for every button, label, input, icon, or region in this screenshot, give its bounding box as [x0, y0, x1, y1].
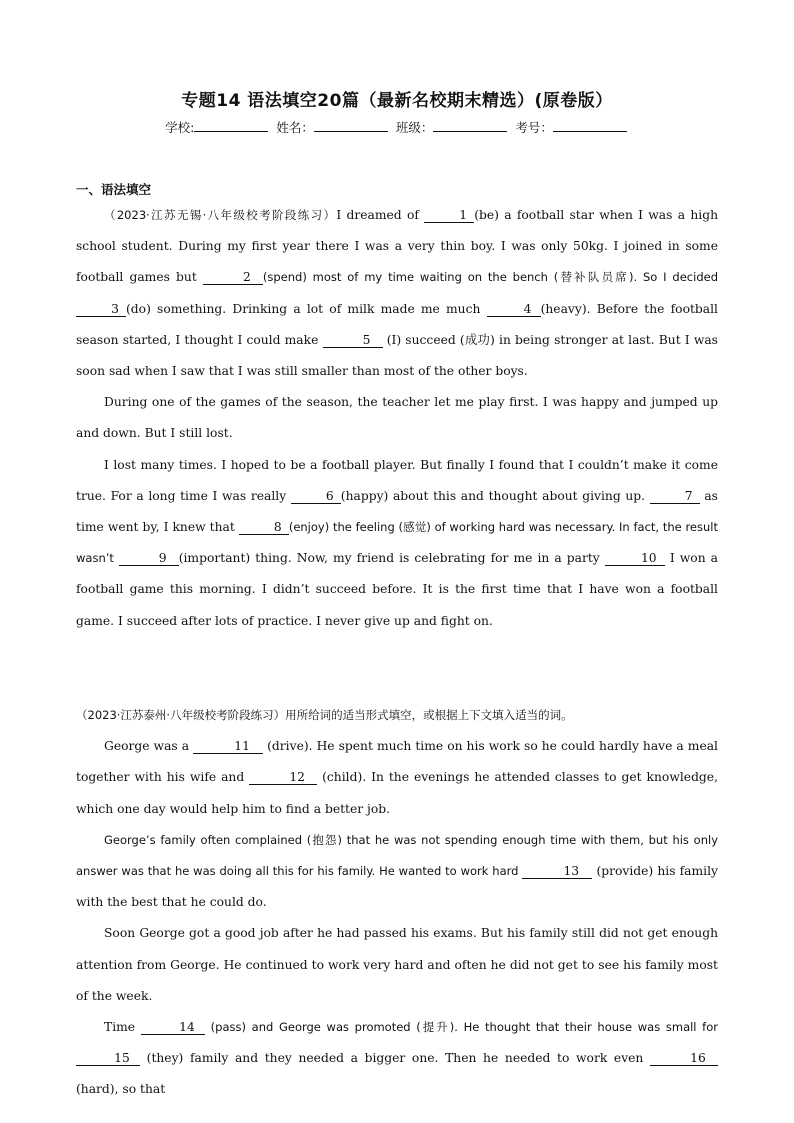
passage-1-paragraph-3	[76, 450, 718, 637]
passage-1-paragraph-2: During one of the games of the season, the teacher let me play first. I was happy and jumped up and down. But I still lost.	[76, 395, 718, 441]
passage-2	[76, 700, 718, 1106]
text-segment: (be) a football star when I was a high school student. During my first year there I was a very thin boy. I was only 50kg. I joined in some football games but	[76, 208, 718, 285]
exam-no-field	[515, 118, 629, 136]
passage-2-paragraph-4	[76, 1012, 718, 1106]
blank-11[interactable]: 11	[193, 739, 263, 754]
blank-15[interactable]: 15	[76, 1051, 140, 1066]
blank-16[interactable]: 16	[650, 1051, 718, 1066]
class-blank[interactable]	[433, 119, 507, 132]
section-heading: 一、语法填空	[76, 182, 152, 197]
name-field	[276, 118, 390, 136]
school-blank[interactable]	[194, 119, 268, 132]
exam-no-blank[interactable]	[553, 119, 627, 132]
exam-no-label: 考号：	[515, 120, 553, 135]
text-segment: (happy) about this and thought about giving up.	[340, 488, 650, 503]
text-segment: (enjoy) the feeling (感觉) of working hard was necessary. In fact, the result wasn’t	[76, 520, 718, 566]
text-segment: (they) family and they needed a bigger one. Then he needed to work even	[140, 1051, 650, 1066]
blank-5[interactable]: 5	[323, 333, 383, 348]
name-label: 姓名：	[276, 120, 314, 135]
page-title: 专题14 语法填空20篇（最新名校期末精选）(原卷版）	[181, 91, 613, 111]
text-segment: I lost many times. I hoped to be a football player. But finally I found that I couldn’t make it come true. For a long time I was really	[76, 457, 718, 503]
blank-6[interactable]: 6	[291, 489, 341, 504]
text-segment: I dreamed of	[336, 208, 425, 222]
blank-10[interactable]: 10	[605, 551, 665, 566]
class-label: 班级：	[395, 120, 434, 135]
passage-2-paragraph-3: Soon George got a good job after he had passed his exams. But his family still did not get enough attention from George. He continued to work very hard and often he did not get to see his family most of the week.	[76, 926, 718, 1003]
blank-9[interactable]: 9	[119, 551, 179, 566]
blank-2[interactable]: 2	[203, 270, 263, 285]
blank-14[interactable]: 14	[141, 1020, 205, 1035]
passage-1-source: （2023·江苏无锡·八年级校考阶段练习）	[104, 208, 337, 222]
text-segment: (pass) and George was promoted (提升). He thought that their house was small for	[205, 1020, 718, 1035]
text-segment: (child). In the evenings he attended classes to get knowledge, which one day would help him to find a better job.	[76, 770, 718, 816]
name-blank[interactable]	[314, 119, 388, 132]
text-segment: Time	[104, 1020, 141, 1035]
text-segment: (drive). He spent much time on his work so he could hardly have a meal together with his wife and	[76, 739, 718, 785]
passage-2-paragraph-2	[76, 825, 718, 919]
text-segment: (provide) his family with the best that he could do.	[76, 864, 718, 910]
passage-1	[76, 200, 718, 637]
text-segment: George was a	[104, 739, 194, 754]
passage-2-instruction: 用所给词的适当形式填空，或根据上下文填入适当的词。	[285, 708, 573, 722]
blank-4[interactable]: 4	[487, 302, 541, 317]
blank-8[interactable]: 8	[239, 520, 289, 535]
blank-3[interactable]: 3	[76, 302, 126, 317]
text-segment: (hard), so that	[76, 1082, 166, 1097]
passage-1-paragraph-1	[76, 200, 718, 387]
text-segment: (important) thing. Now, my friend is celebrating for me in a party	[178, 551, 605, 566]
text-segment: as time went by, I knew that	[76, 488, 718, 535]
blank-12[interactable]: 12	[249, 770, 317, 785]
student-info-line	[0, 118, 794, 136]
text-segment: I won a football game this morning. I didn’t succeed before. It is the first time that I have won a football game. I succeed after lots of practice. I never give up and fight on.	[76, 551, 718, 628]
text-segment: (do) something. Drinking a lot of milk made me much	[126, 301, 487, 316]
class-field	[396, 118, 510, 136]
passage-2-source: （2023·江苏泰州·八年级校考阶段练习）	[76, 708, 286, 722]
blank-13[interactable]: 13	[522, 864, 592, 879]
school-field	[165, 118, 270, 136]
school-label: 学校:	[165, 120, 195, 135]
blank-1[interactable]: 1	[424, 208, 474, 223]
text-segment: (heavy). Before the football season started, I thought I could make	[76, 301, 718, 347]
passage-2-header	[76, 700, 718, 731]
passage-2-paragraph-1	[76, 731, 718, 825]
text-segment: (spend) most of my time waiting on the bench (替补队员席). So I decided	[262, 270, 718, 285]
blank-7[interactable]: 7	[650, 489, 700, 504]
text-segment: George’s family often complained (抱怨) that he was not spending enough time with them, but his only answer was that he was doing all this for his family. He wanted to work hard	[76, 832, 718, 879]
text-segment: (I) succeed (成功) in being stronger at last. But I was soon sad when I saw that I was still smaller than most of the other boys.	[76, 332, 718, 379]
